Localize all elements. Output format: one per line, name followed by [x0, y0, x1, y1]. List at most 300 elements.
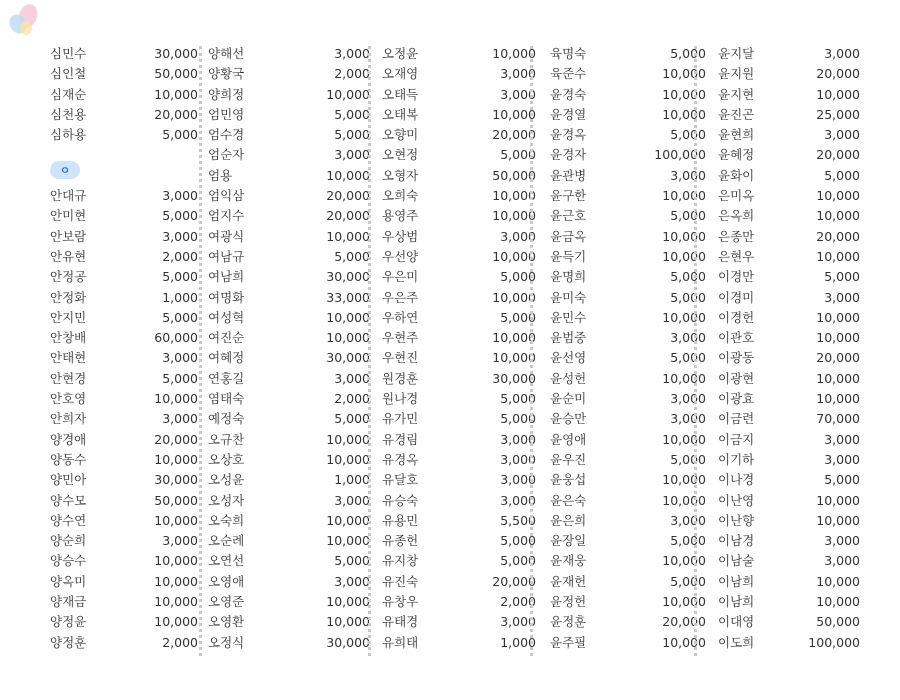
donation-amount: 3,000 [670, 411, 706, 427]
donation-amount: 10,000 [492, 289, 536, 305]
donor-row [208, 592, 372, 612]
donor-row [382, 288, 538, 308]
donor-name: 양동수 [50, 451, 87, 467]
donor-name: 유태경 [382, 614, 419, 630]
donor-row [550, 308, 708, 328]
donor-row [550, 511, 708, 531]
donor-row [382, 348, 538, 368]
donor-name: 우은주 [382, 289, 419, 305]
donation-amount: 3,000 [334, 370, 370, 386]
donation-amount: 10,000 [154, 391, 198, 407]
donation-amount: 5,000 [334, 553, 370, 569]
donor-row [50, 409, 200, 429]
donor-row [550, 491, 708, 511]
donation-amount: 10,000 [326, 533, 370, 549]
donor-name: 이광동 [718, 350, 755, 366]
donor-name: 윤관병 [550, 167, 587, 183]
donation-amount: 3,000 [500, 86, 536, 102]
donor-row [382, 531, 538, 551]
donation-amount: 10,000 [662, 370, 706, 386]
donor-row [382, 470, 538, 490]
donor-name: 윤구한 [550, 188, 587, 204]
donation-amount: 3,000 [824, 127, 860, 143]
donation-amount: 10,000 [154, 573, 198, 589]
donor-row [550, 105, 708, 125]
donor-row [550, 389, 708, 409]
donor-row [208, 450, 372, 470]
donor-name: 유용민 [382, 512, 419, 528]
donor-row [718, 288, 862, 308]
donor-name: 윤화이 [718, 167, 755, 183]
donation-amount: 5,500 [500, 512, 536, 528]
donation-amount: 10,000 [154, 512, 198, 528]
donor-name: 심민수 [50, 46, 87, 61]
donation-amount: 30,000 [326, 634, 370, 650]
donation-amount: 10,000 [662, 86, 706, 102]
donor-row [382, 450, 538, 470]
donor-name: 유지창 [382, 553, 419, 569]
donation-amount: 30,000 [154, 472, 198, 488]
donor-row [50, 308, 200, 328]
donor-name: 오영준 [208, 594, 245, 610]
donor-name: 유희태 [382, 634, 419, 650]
donor-name: 여남희 [208, 269, 245, 285]
donor-row [718, 470, 862, 490]
donor-list-table [50, 44, 862, 664]
donor-row [50, 348, 200, 368]
donor-name: 윤우진 [550, 451, 587, 467]
donor-row [550, 572, 708, 592]
donor-name: 윤경숙 [550, 86, 587, 102]
donor-name: 오현정 [382, 147, 419, 163]
donation-amount: 50,000 [492, 167, 536, 183]
donation-amount: 10,000 [492, 330, 536, 346]
donation-amount: 5,000 [162, 127, 198, 143]
donor-name: 예정숙 [208, 411, 245, 427]
donor-name: 엄수경 [208, 127, 245, 143]
donor-name: 윤미숙 [550, 289, 587, 305]
donor-row [550, 85, 708, 105]
donation-amount: 5,000 [670, 451, 706, 467]
donor-name: 윤지현 [718, 86, 755, 102]
donor-name: 양정윤 [50, 614, 87, 630]
donation-amount: 5,000 [670, 350, 706, 366]
donor-name: 양옥미 [50, 573, 87, 589]
donor-name: 양수모 [50, 492, 87, 508]
donation-amount: 3,000 [670, 330, 706, 346]
donor-name: 이도희 [718, 634, 755, 650]
column-divider [694, 46, 697, 656]
donor-name: 유경옥 [382, 451, 419, 467]
donor-row [550, 288, 708, 308]
donor-row [208, 125, 372, 145]
donor-row [382, 409, 538, 429]
donor-name: 여명화 [208, 289, 245, 305]
donation-amount: 100,000 [654, 147, 706, 163]
donor-row [50, 491, 200, 511]
donor-row [50, 186, 200, 206]
donor-row [382, 227, 538, 247]
donation-amount: 3,000 [162, 533, 198, 549]
donation-amount: 20,000 [492, 573, 536, 589]
donation-amount: 10,000 [492, 350, 536, 366]
donation-amount: 10,000 [492, 248, 536, 264]
donor-name: 은현우 [718, 248, 755, 264]
donor-row [718, 145, 862, 165]
donation-amount: 3,000 [162, 350, 198, 366]
donor-row [50, 389, 200, 409]
donation-amount: 5,000 [500, 391, 536, 407]
donor-name: 이광현 [718, 370, 755, 386]
donation-amount: 10,000 [154, 86, 198, 102]
donation-amount: 5,000 [162, 309, 198, 325]
donation-amount: 10,000 [154, 614, 198, 630]
donor-name: 이기하 [718, 451, 755, 467]
donation-amount: 3,000 [334, 147, 370, 163]
donation-amount: 3,000 [334, 492, 370, 508]
donor-name: 용영주 [382, 208, 419, 224]
donor-row [718, 206, 862, 226]
donor-name: 오성자 [208, 492, 245, 508]
donation-amount: 3,000 [824, 46, 860, 61]
donation-amount: 10,000 [816, 330, 860, 346]
donor-row [382, 592, 538, 612]
donation-amount: 10,000 [326, 451, 370, 467]
donor-name: 윤지달 [718, 46, 755, 61]
donor-name: 여남규 [208, 248, 245, 264]
donor-name: 양황국 [208, 66, 245, 82]
donor-name: 여진순 [208, 330, 245, 346]
donor-name: 윤성헌 [550, 370, 587, 386]
donor-name: 윤은희 [550, 512, 587, 528]
donor-name: 유가민 [382, 411, 419, 427]
donor-name: 안창배 [50, 330, 87, 346]
donation-amount: 10,000 [492, 188, 536, 204]
donor-name: 이난향 [718, 512, 755, 528]
donor-name: 이광효 [718, 391, 755, 407]
donor-name: 오상호 [208, 451, 245, 467]
donor-name: 유경림 [382, 431, 419, 447]
donor-name: 엄용 [208, 167, 233, 183]
donor-name: 윤경자 [550, 147, 587, 163]
donor-name: 오성윤 [208, 472, 245, 488]
donation-amount: 10,000 [816, 391, 860, 407]
donation-amount: 10,000 [816, 309, 860, 325]
donor-row [718, 227, 862, 247]
donation-amount: 1,000 [334, 472, 370, 488]
donation-amount: 10,000 [326, 512, 370, 528]
donor-row [208, 491, 372, 511]
donor-row [718, 166, 862, 186]
donor-row [50, 288, 200, 308]
donor-row [382, 633, 538, 653]
donor-name: 이금지 [718, 431, 755, 447]
donation-amount: 100,000 [808, 634, 860, 650]
donor-row [382, 430, 538, 450]
donor-row [550, 166, 708, 186]
donor-name: 윤웅섭 [550, 472, 587, 488]
donor-name: 엄민영 [208, 106, 245, 122]
donor-row [50, 633, 200, 653]
donation-amount: 50,000 [154, 66, 198, 82]
donation-amount: 10,000 [662, 492, 706, 508]
donor-row [382, 166, 538, 186]
donation-amount: 60,000 [154, 330, 198, 346]
donation-amount: 5,000 [500, 309, 536, 325]
donor-row [382, 369, 538, 389]
donor-row [550, 348, 708, 368]
donor-name: 오숙희 [208, 512, 245, 528]
donor-name: 엄익삼 [208, 188, 245, 204]
donor-name: 윤금옥 [550, 228, 587, 244]
donation-amount: 10,000 [492, 106, 536, 122]
donor-row [382, 308, 538, 328]
donation-amount: 3,000 [162, 188, 198, 204]
donation-amount: 5,000 [334, 127, 370, 143]
donor-name: 안현경 [50, 370, 87, 386]
donation-amount: 20,000 [816, 228, 860, 244]
donor-row [208, 470, 372, 490]
donation-amount: 30,000 [492, 370, 536, 386]
donor-row [382, 145, 538, 165]
donor-name: 윤진곤 [718, 106, 755, 122]
donor-name: 원경훈 [382, 370, 419, 386]
donor-name: 육준수 [550, 66, 587, 82]
donor-name: 안유현 [50, 248, 87, 264]
donor-name: 오순례 [208, 533, 245, 549]
donation-amount: 5,000 [500, 553, 536, 569]
donation-amount: 2,000 [334, 66, 370, 82]
donor-row [382, 551, 538, 571]
donation-amount: 10,000 [326, 167, 370, 183]
donation-amount: 3,000 [500, 472, 536, 488]
donor-name: 우현주 [382, 330, 419, 346]
donation-amount: 3,000 [500, 66, 536, 82]
donor-name: 안정화 [50, 289, 87, 305]
donor-name: 윤민수 [550, 309, 587, 325]
donor-name: 오형자 [382, 167, 419, 183]
donor-row [550, 44, 708, 64]
donor-name: 윤지원 [718, 66, 755, 82]
donation-amount: 5,000 [334, 106, 370, 122]
donation-amount: 30,000 [326, 269, 370, 285]
donor-name: 윤경열 [550, 106, 587, 122]
donor-row [718, 633, 862, 653]
donor-name: 우은미 [382, 269, 419, 285]
donation-amount: 5,000 [500, 147, 536, 163]
donor-row [208, 145, 372, 165]
donor-row [208, 409, 372, 429]
donation-amount: 33,000 [326, 289, 370, 305]
donor-name: 우상범 [382, 228, 419, 244]
donor-row [718, 85, 862, 105]
donation-amount: 20,000 [326, 208, 370, 224]
donor-row [550, 430, 708, 450]
donor-row [550, 551, 708, 571]
donation-amount: 3,000 [824, 451, 860, 467]
donor-row [550, 267, 708, 287]
donor-name: 우하연 [382, 309, 419, 325]
donation-amount: 10,000 [662, 228, 706, 244]
donor-row [50, 592, 200, 612]
donation-amount: 10,000 [154, 594, 198, 610]
donor-name: 윤재헌 [550, 573, 587, 589]
donor-name: 유종헌 [382, 533, 419, 549]
donor-name: 윤영애 [550, 431, 587, 447]
donation-amount: 10,000 [816, 86, 860, 102]
donation-amount: 10,000 [662, 472, 706, 488]
donor-row [718, 511, 862, 531]
donor-name: 엄지수 [208, 208, 245, 224]
donor-row [550, 247, 708, 267]
donor-name: 연홍길 [208, 370, 245, 386]
donor-row [382, 206, 538, 226]
donor-row [208, 64, 372, 84]
donor-name: 이난영 [718, 492, 755, 508]
donor-name: 오정식 [208, 634, 245, 650]
column-divider [530, 46, 533, 656]
donor-name: 엄순자 [208, 147, 245, 163]
donor-row [382, 44, 538, 64]
donor-row [550, 369, 708, 389]
donation-amount: 5,000 [162, 269, 198, 285]
donor-row [50, 44, 200, 64]
donation-amount: 1,000 [162, 289, 198, 305]
donation-amount: 10,000 [326, 330, 370, 346]
donor-row [208, 612, 372, 632]
donor-row [550, 450, 708, 470]
donation-amount: 5,000 [670, 269, 706, 285]
donation-amount: 10,000 [816, 573, 860, 589]
donor-row [50, 531, 200, 551]
donor-row [718, 491, 862, 511]
donor-name: 이나경 [718, 472, 755, 488]
donation-amount: 20,000 [154, 106, 198, 122]
donation-amount: 10,000 [662, 66, 706, 82]
donor-column-2 [208, 44, 372, 664]
donor-column-1 [50, 44, 200, 664]
donor-row [208, 288, 372, 308]
donation-amount: 20,000 [154, 431, 198, 447]
donor-row [50, 551, 200, 571]
donor-column-3 [382, 44, 538, 664]
donor-name: 안대규 [50, 188, 87, 204]
donor-name: 여광식 [208, 228, 245, 244]
donor-row [382, 247, 538, 267]
donor-row [718, 450, 862, 470]
donation-amount: 30,000 [326, 350, 370, 366]
donor-row [550, 470, 708, 490]
donor-row [718, 328, 862, 348]
donor-name: 이남희 [718, 573, 755, 589]
donor-name: 양순희 [50, 533, 87, 549]
donor-name: 안희자 [50, 411, 87, 427]
donor-name: 오재영 [382, 66, 419, 82]
donation-amount: 10,000 [326, 614, 370, 630]
donor-name: 이경헌 [718, 309, 755, 325]
donation-amount: 5,000 [162, 208, 198, 224]
donor-row [550, 206, 708, 226]
donor-row [208, 247, 372, 267]
donor-name: 안정공 [50, 269, 87, 285]
donor-row [208, 267, 372, 287]
donor-row [50, 227, 200, 247]
donor-row [718, 531, 862, 551]
donor-row [382, 105, 538, 125]
donation-amount: 3,000 [824, 533, 860, 549]
donor-row [50, 85, 200, 105]
donor-name: 오희숙 [382, 188, 419, 204]
donor-row [718, 389, 862, 409]
donation-amount: 10,000 [816, 594, 860, 610]
donor-row [550, 531, 708, 551]
donor-name: 심인철 [50, 66, 87, 82]
donation-amount: 20,000 [326, 188, 370, 204]
donor-name: 윤주필 [550, 634, 587, 650]
donor-row [208, 44, 372, 64]
donor-name: 우현진 [382, 350, 419, 366]
donor-row [208, 186, 372, 206]
donation-amount: 5,000 [670, 208, 706, 224]
donor-row [718, 105, 862, 125]
donor-name: 윤순미 [550, 391, 587, 407]
donation-amount: 10,000 [662, 106, 706, 122]
column-divider [199, 46, 202, 656]
donation-amount: 10,000 [326, 431, 370, 447]
donor-name: 은종만 [718, 228, 755, 244]
donor-name: 심천용 [50, 106, 87, 122]
donor-row [718, 430, 862, 450]
donor-row [208, 308, 372, 328]
donor-name: 염태숙 [208, 391, 245, 407]
donation-amount: 3,000 [500, 492, 536, 508]
donor-column-4 [550, 44, 708, 664]
donor-name: 이관호 [718, 330, 755, 346]
donation-amount: 3,000 [670, 167, 706, 183]
donor-row [50, 430, 200, 450]
donor-row [718, 592, 862, 612]
donor-row [550, 328, 708, 348]
donor-name: 유승숙 [382, 492, 419, 508]
donor-name: 이금련 [718, 411, 755, 427]
donation-amount: 5,000 [500, 411, 536, 427]
donor-row [208, 105, 372, 125]
donor-row [718, 612, 862, 632]
donor-row [382, 85, 538, 105]
donor-row [718, 308, 862, 328]
donor-name: 양희정 [208, 86, 245, 102]
section-marker-label: ㅇ [59, 164, 71, 177]
donation-amount: 30,000 [154, 46, 198, 61]
donor-row [50, 247, 200, 267]
donor-row [50, 125, 200, 145]
donation-amount: 3,000 [670, 391, 706, 407]
donation-amount: 10,000 [816, 512, 860, 528]
donor-name: 윤승만 [550, 411, 587, 427]
donor-row [50, 64, 200, 84]
donation-amount: 5,000 [824, 167, 860, 183]
donor-name: 오태득 [382, 86, 419, 102]
donor-row [50, 470, 200, 490]
donor-name: 유달호 [382, 472, 419, 488]
donation-amount: 10,000 [662, 553, 706, 569]
donation-amount: 10,000 [662, 309, 706, 325]
donor-row [50, 369, 200, 389]
donor-row [208, 369, 372, 389]
donor-row [718, 409, 862, 429]
donor-row [718, 64, 862, 84]
donation-amount: 2,000 [162, 634, 198, 650]
